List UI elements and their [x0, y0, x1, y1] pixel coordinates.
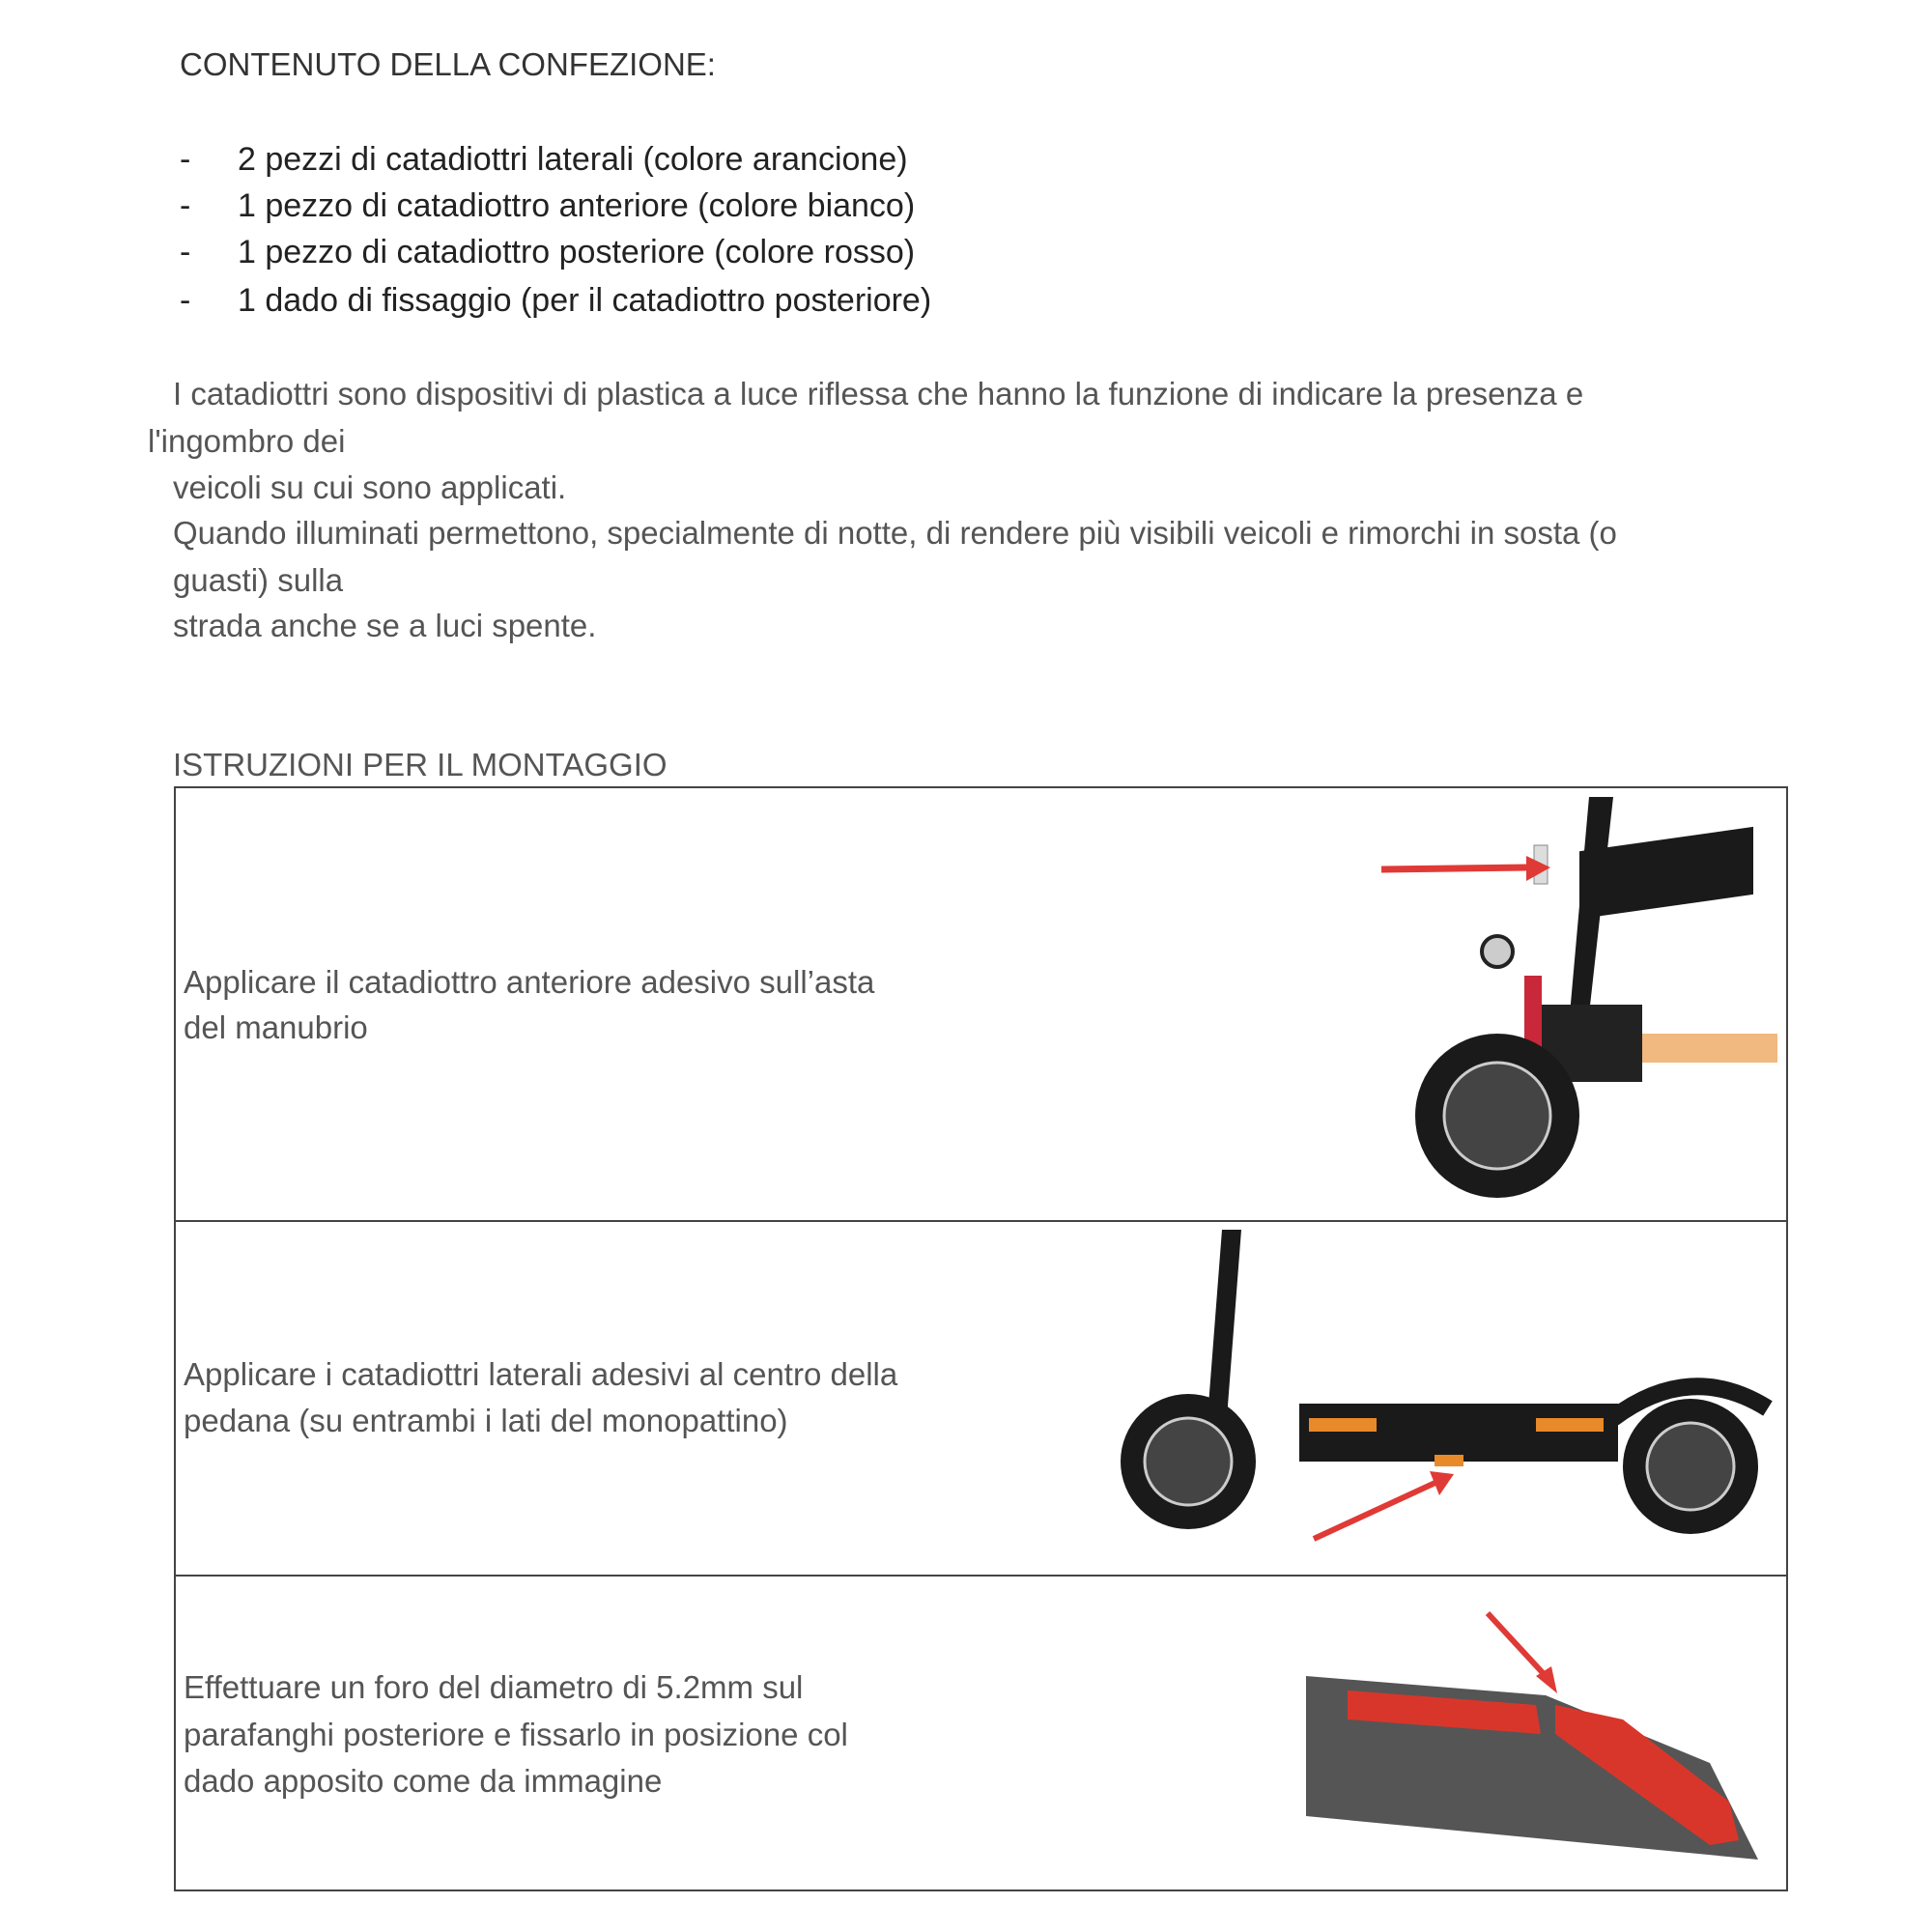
instructions-heading: ISTRUZIONI PER IL MONTAGGIO [173, 747, 668, 782]
rear-fender-reflector-photo [1304, 1608, 1758, 1869]
scooter-side-reflector-photo [1111, 1225, 1777, 1544]
description-line: guasti) sulla [173, 562, 344, 598]
description-line: veicoli su cui sono applicati. [173, 469, 567, 505]
list-item: 1 pezzo di catadiottro posteriore (colore rosso) [238, 234, 916, 270]
step-text: Applicare i catadiottri laterali adesivi al centro della [184, 1356, 898, 1392]
arrow-icon [1488, 1613, 1546, 1676]
list-bullet: - [180, 282, 191, 319]
description-line: I catadiottri sono dispositivi di plastica a luce riflessa che hanno la funzione di indicare la presenza e [173, 376, 1584, 412]
step-text: parafanghi posteriore e fissarlo in posizione col [184, 1717, 848, 1752]
arrow-icon [1314, 1481, 1439, 1539]
package-heading: CONTENUTO DELLA CONFEZIONE: [180, 46, 716, 82]
step-text: Effettuare un foro del diametro di 5.2mm sul [184, 1669, 804, 1705]
side-reflector [1435, 1455, 1463, 1466]
list-item: 2 pezzi di catadiottri laterali (colore arancione) [238, 141, 908, 178]
step-text: dado apposito come da immagine [184, 1763, 663, 1799]
description-line: Quando illuminati permettono, specialmente di notte, di rendere più visibili veicoli e rimorchi in sosta (o [173, 515, 1617, 551]
list-bullet: - [180, 141, 191, 178]
description-line: l'ingombro dei [148, 423, 346, 459]
arrow-icon [1381, 867, 1526, 869]
description-line: strada anche se a luci spente. [173, 608, 597, 643]
list-item: 1 pezzo di catadiottro anteriore (colore bianco) [238, 187, 916, 224]
list-item: 1 dado di fissaggio (per il catadiottro posteriore) [238, 282, 932, 319]
step-text: pedana (su entrambi i lati del monopattino) [184, 1403, 788, 1438]
row-divider [174, 1575, 1788, 1577]
scooter-front-reflector-photo [1381, 792, 1787, 1212]
step-text: del manubrio [184, 1009, 368, 1045]
row-divider [174, 1220, 1788, 1222]
step-text: Applicare il catadiottro anteriore adesivo sull’asta [184, 964, 875, 1000]
list-bullet: - [180, 234, 191, 270]
list-bullet: - [180, 187, 191, 224]
